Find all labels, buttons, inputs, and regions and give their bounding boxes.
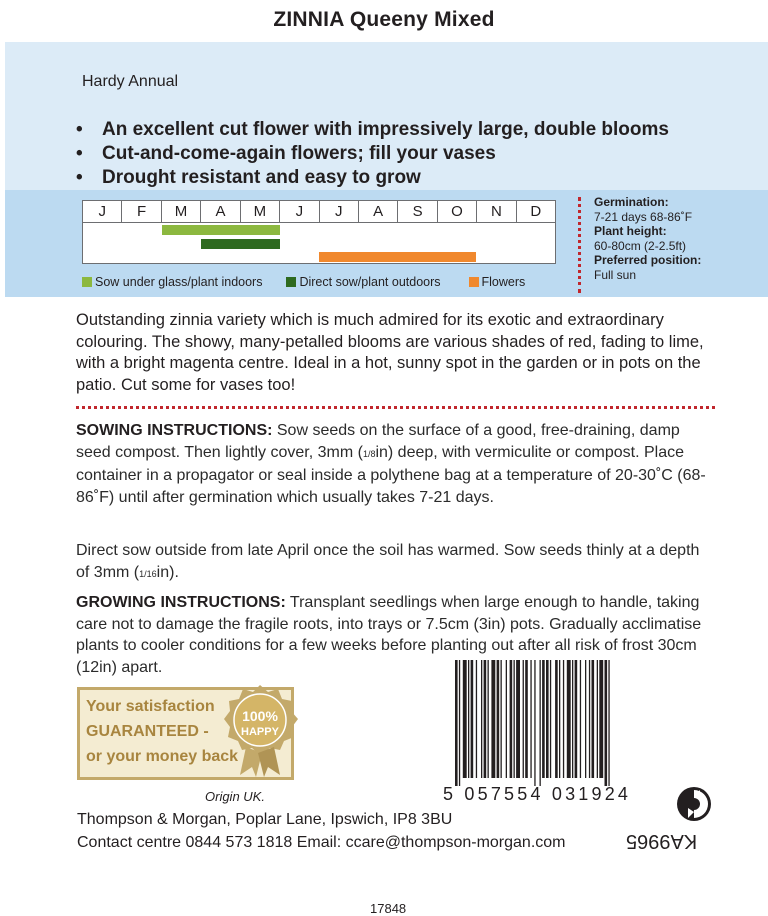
barcode-bar: [550, 660, 551, 778]
calendar-months: [83, 201, 555, 223]
barcode-bar: [534, 660, 535, 786]
barcode-bar: [567, 660, 571, 778]
month-label: A: [201, 201, 240, 222]
product-code: KA9965: [626, 830, 698, 852]
barcode-bar: [514, 660, 515, 778]
footer-number: 17848: [370, 901, 407, 916]
address-line: Thompson & Morgan, Poplar Lane, Ipswich, IP8 3BU: [77, 811, 453, 828]
barcode-bar: [497, 660, 500, 778]
direct-sow-instructions: Direct sow outside from late April once the soil has warmed. Sow seeds thinly at a depth of 3mm (1/16in).: [76, 542, 700, 581]
guarantee-line: GUARANTEED -: [86, 723, 209, 740]
month-label: F: [122, 201, 161, 222]
barcode-bar: [589, 660, 590, 778]
barcode-bar: [599, 660, 603, 778]
barcode-bar: [471, 660, 474, 778]
sowing-calendar: [82, 200, 556, 264]
month-label: M: [162, 201, 201, 222]
barcode-bar: [463, 660, 467, 778]
guarantee-line: or your money back: [86, 748, 239, 765]
barcode-bar: [605, 660, 608, 786]
barcode-bar: [563, 660, 564, 778]
month-label: N: [477, 201, 516, 222]
seal-text: 100%: [242, 708, 278, 724]
barcode-bar: [476, 660, 477, 778]
legend-sow-indoors: Sow under glass/plant indoors: [82, 275, 262, 289]
height-label: Plant height:: [594, 224, 667, 238]
month-label: S: [398, 201, 437, 222]
barcode-bar: [510, 660, 513, 778]
barcode-bar: [523, 660, 524, 778]
growing-instructions: GROWING INSTRUCTIONS: Transplant seedlings when large enough to handle, taking care not to damage the fragile roots, into trays or 7.5cm (3in) pots. Gradually acclimatise plants to cooler conditions for a few weeks before planting out after all risk of frost 30cm (12in) apart.: [76, 594, 702, 676]
barcode-bar: [455, 660, 458, 786]
barcode-bar: [540, 660, 541, 786]
month-label: J: [280, 201, 319, 222]
barcode-bar: [459, 660, 460, 786]
month-label: O: [438, 201, 477, 222]
barcode-number: 5 057554 031924: [443, 784, 632, 804]
barcode-bar: [516, 660, 520, 778]
bar-flowers: [319, 252, 476, 262]
product-title: ZINNIA Queeny Mixed: [273, 8, 495, 31]
legend-flowers: Flowers: [469, 275, 526, 289]
green-dot-recycle-icon: [676, 786, 712, 822]
barcode-bar: [481, 660, 482, 778]
bar-sow-indoors: [162, 225, 280, 235]
position-value: Full sun: [594, 267, 637, 282]
position-label: Preferred position:: [594, 253, 702, 267]
barcode-bar: [580, 660, 581, 778]
swatch-icon: [82, 277, 92, 287]
barcode-bar: [501, 660, 502, 778]
month-label: M: [241, 201, 280, 222]
barcode-bar: [559, 660, 560, 778]
plant-type: Hardy Annual: [82, 73, 179, 90]
growing-facts: [594, 195, 701, 282]
happy-seal-icon: [222, 683, 298, 783]
barcode-bar: [572, 660, 573, 778]
feature-item: • Drought resistant and easy to grow: [76, 167, 421, 188]
divider-dots: [76, 406, 715, 409]
barcode-bar: [491, 660, 495, 778]
sowing-instructions: SOWING INSTRUCTIONS: Sow seeds on the surface of a good, free-draining, damp seed compost. Then lightly cover, 3mm (1/8in) deep, with vermiculite or compost. Place container in a propagator or seal inside a polythene bag at a temperature of 20-30˚C (68-86˚F) until after germination which usually takes 7-21 days.: [76, 422, 706, 506]
barcode-bar: [488, 660, 489, 778]
company-address: [77, 808, 566, 854]
month-label: A: [359, 201, 398, 222]
barcode-bar: [592, 660, 595, 778]
germination-label: Germination:: [594, 195, 669, 209]
barcode-bar: [506, 660, 507, 778]
month-label: J: [83, 201, 122, 222]
germination-value: 7-21 days 68-86˚F: [594, 209, 693, 224]
barcode-bar: [484, 660, 487, 778]
contact-line: Contact centre 0844 573 1818 Email: ccare@thompson-morgan.com: [77, 834, 566, 851]
feature-item: • An excellent cut flower with impressively large, double blooms: [76, 119, 669, 140]
legend-sow-outdoors: Direct sow/plant outdoors: [286, 275, 440, 289]
description: Outstanding zinnia variety which is much admired for its exotic and extraordinary colouring. The showy, many-petalled blooms are various shades of red, fading to lime, with a bright magenta centre. Ideal in a hot, sunny spot in the garden or in pots on the patio. Cut some for vases too!: [76, 311, 704, 394]
barcode-bar: [525, 660, 528, 778]
barcode-bar: [468, 660, 469, 778]
divider-dots: [578, 197, 581, 293]
height-value: 60-80cm (2-2.5ft): [594, 238, 687, 253]
seal-text: HAPPY: [241, 726, 279, 738]
guarantee-line: Your satisfaction: [86, 698, 215, 715]
barcode-bar: [585, 660, 586, 778]
feature-item: • Cut-and-come-again flowers; fill your vases: [76, 143, 496, 164]
barcode-bar: [597, 660, 598, 778]
barcode-bar: [542, 660, 545, 778]
month-label: J: [320, 201, 359, 222]
origin-text: Origin UK.: [205, 789, 265, 804]
calendar-legend: [82, 275, 525, 289]
bar-sow-outdoors: [201, 239, 280, 249]
swatch-icon: [469, 277, 479, 287]
barcode-bar: [575, 660, 578, 778]
barcode-bar: [530, 660, 531, 778]
barcode: [453, 660, 653, 786]
barcode-bar: [546, 660, 549, 778]
swatch-icon: [286, 277, 296, 287]
month-label: D: [530, 203, 542, 220]
feature-list: [76, 118, 669, 190]
barcode-bar: [555, 660, 558, 778]
barcode-bar: [608, 660, 609, 786]
